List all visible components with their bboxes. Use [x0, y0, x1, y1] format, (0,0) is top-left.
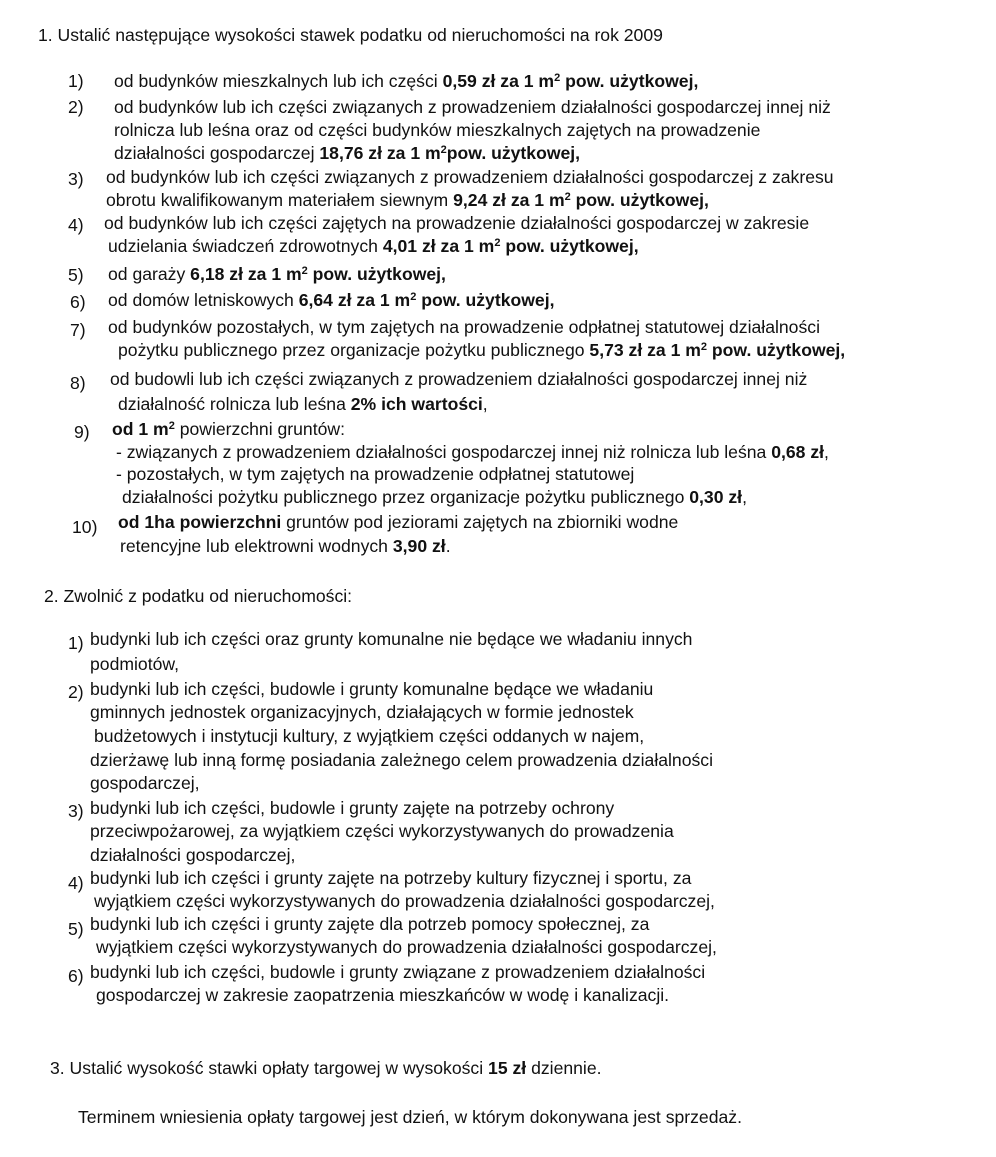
s1-item4-line2: udzielania świadczeń zdrowotnych 4,01 zł za 1 $m^2$ pow. użytkowej,: [108, 236, 639, 256]
s2-item2-line3: budżetowych i instytucji kultury, z wyjątkiem części oddanych w najem,: [94, 726, 645, 746]
s2-item2-line5: gospodarczej,: [90, 773, 200, 793]
s1-item10-num: 10): [72, 517, 98, 537]
s1-item10-line2: retencyjne lub elektrowni wodnych 3,90 zł.: [120, 536, 451, 556]
s1-item9-line3: - pozostałych, w tym zajętych na prowadzenie odpłatnej statutowej: [116, 464, 635, 484]
s1-item4-line1: od budynków lub ich części zajętych na prowadzenie działalności gospodarczej w zakresie: [104, 213, 810, 233]
section3-heading: 3. Ustalić wysokość stawki opłaty targowej w wysokości 15 zł dziennie.: [50, 1058, 602, 1078]
s1-item8-line2: działalność rolnicza lub leśna 2% ich wartości,: [118, 394, 488, 414]
s2-item4-line1: budynki lub ich części i grunty zajęte na potrzeby kultury fizycznej i sportu, za: [90, 868, 692, 888]
s1-item5-num: 5): [68, 265, 84, 285]
s1-item1-line1: od budynków mieszkalnych lub ich części 0,59 zł za 1 $m^2$ pow. użytkowej,: [114, 71, 699, 91]
s2-item3-line3: działalności gospodarczej,: [90, 845, 296, 865]
s1-item8-num: 8): [70, 373, 86, 393]
s1-item3-num: 3): [68, 169, 84, 189]
s1-item2-line2: rolnicza lub leśna oraz od części budynków mieszkalnych zajętych na prowadzenie: [114, 120, 761, 140]
s2-item5-line1: budynki lub ich części i grunty zajęte dla potrzeb pomocy społecznej, za: [90, 914, 650, 934]
s2-item2-num: 2): [68, 682, 84, 702]
s2-item4-line2: wyjątkiem części wykorzystywanych do prowadzenia działalności gospodarczej,: [94, 891, 715, 911]
s1-item9-line1: od 1 $m^2$ powierzchni gruntów:: [112, 419, 345, 439]
s1-item2-line1: od budynków lub ich części związanych z prowadzeniem działalności gospodarczej innej niż: [114, 97, 831, 117]
s1-item8-line1: od budowli lub ich części związanych z prowadzeniem działalności gospodarczej innej niż: [110, 369, 808, 389]
s2-item1-line1: budynki lub ich części oraz grunty komunalne nie będące we władaniu innych: [90, 629, 693, 649]
s1-item9-num: 9): [74, 422, 90, 442]
s2-item5-line2: wyjątkiem części wykorzystywanych do prowadzenia działalności gospodarczej,: [96, 937, 717, 957]
s1-item2-num: 2): [68, 97, 84, 117]
s2-item1-num: 1): [68, 633, 84, 653]
section2-heading: 2. Zwolnić z podatku od nieruchomości:: [44, 586, 353, 606]
s1-item4-num: 4): [68, 215, 84, 235]
s1-item3-line2: obrotu kwalifikowanym materiałem siewnym 9,24 zł za 1 $m^2$ pow. użytkowej,: [106, 190, 709, 210]
s1-item3-line1: od budynków lub ich części związanych z prowadzeniem działalności gospodarczej z zakresu: [106, 167, 834, 187]
s2-item2-line4: dzierżawę lub inną formę posiadania zależnego celem prowadzenia działalności: [90, 750, 713, 770]
s1-item7-num: 7): [70, 320, 86, 340]
s1-item6-line1: od domów letniskowych 6,64 zł za 1 $m^2$ pow. użytkowej,: [108, 290, 555, 310]
section3-note: Terminem wniesienia opłaty targowej jest dzień, w którym dokonywana jest sprzedaż.: [78, 1107, 742, 1127]
s1-item5-line1: od garaży 6,18 zł za 1 $m^2$ pow. użytkowej,: [108, 264, 446, 284]
s2-item6-line1: budynki lub ich części, budowle i grunty związane z prowadzeniem działalności: [90, 962, 706, 982]
s2-item3-num: 3): [68, 801, 84, 821]
s1-item7-line2: pożytku publicznego przez organizacje pożytku publicznego 5,73 zł za 1 $m^2$ pow. użytkowej,: [118, 340, 846, 360]
s2-item6-line2: gospodarczej w zakresie zaopatrzenia mieszkańców w wodę i kanalizacji.: [96, 985, 670, 1005]
s2-item6-num: 6): [68, 966, 84, 986]
s2-item2-line2: gminnych jednostek organizacyjnych, działających w formie jednostek: [90, 702, 634, 722]
s1-item10-line1: od 1ha powierzchni gruntów pod jeziorami zajętych na zbiorniki wodne: [118, 512, 679, 532]
s1-item1-num: 1): [68, 71, 84, 91]
s2-item2-line1: budynki lub ich części, budowle i grunty komunalne będące we władaniu: [90, 679, 654, 699]
section1-heading: 1. Ustalić następujące wysokości stawek podatku od nieruchomości na rok 2009: [38, 25, 663, 45]
s1-item9-line2: - związanych z prowadzeniem działalności gospodarczej innej niż rolnicza lub leśna 0,68 zł,: [116, 442, 829, 462]
s2-item5-num: 5): [68, 919, 84, 939]
s2-item4-num: 4): [68, 873, 84, 893]
s2-item1-line2: podmiotów,: [90, 654, 179, 674]
s1-item6-num: 6): [70, 292, 86, 312]
s1-item9-line4: działalności pożytku publicznego przez organizacje pożytku publicznego 0,30 zł,: [122, 487, 747, 507]
s2-item3-line1: budynki lub ich części, budowle i grunty zajęte na potrzeby ochrony: [90, 798, 615, 818]
s1-item2-line3: działalności gospodarczej 18,76 zł za 1 $m^2pow$. użytkowej,: [114, 143, 581, 163]
s2-item3-line2: przeciwpożarowej, za wyjątkiem części wykorzystywanych do prowadzenia: [90, 821, 674, 841]
s1-item7-line1: od budynków pozostałych, w tym zajętych na prowadzenie odpłatnej statutowej działalności: [108, 317, 820, 337]
